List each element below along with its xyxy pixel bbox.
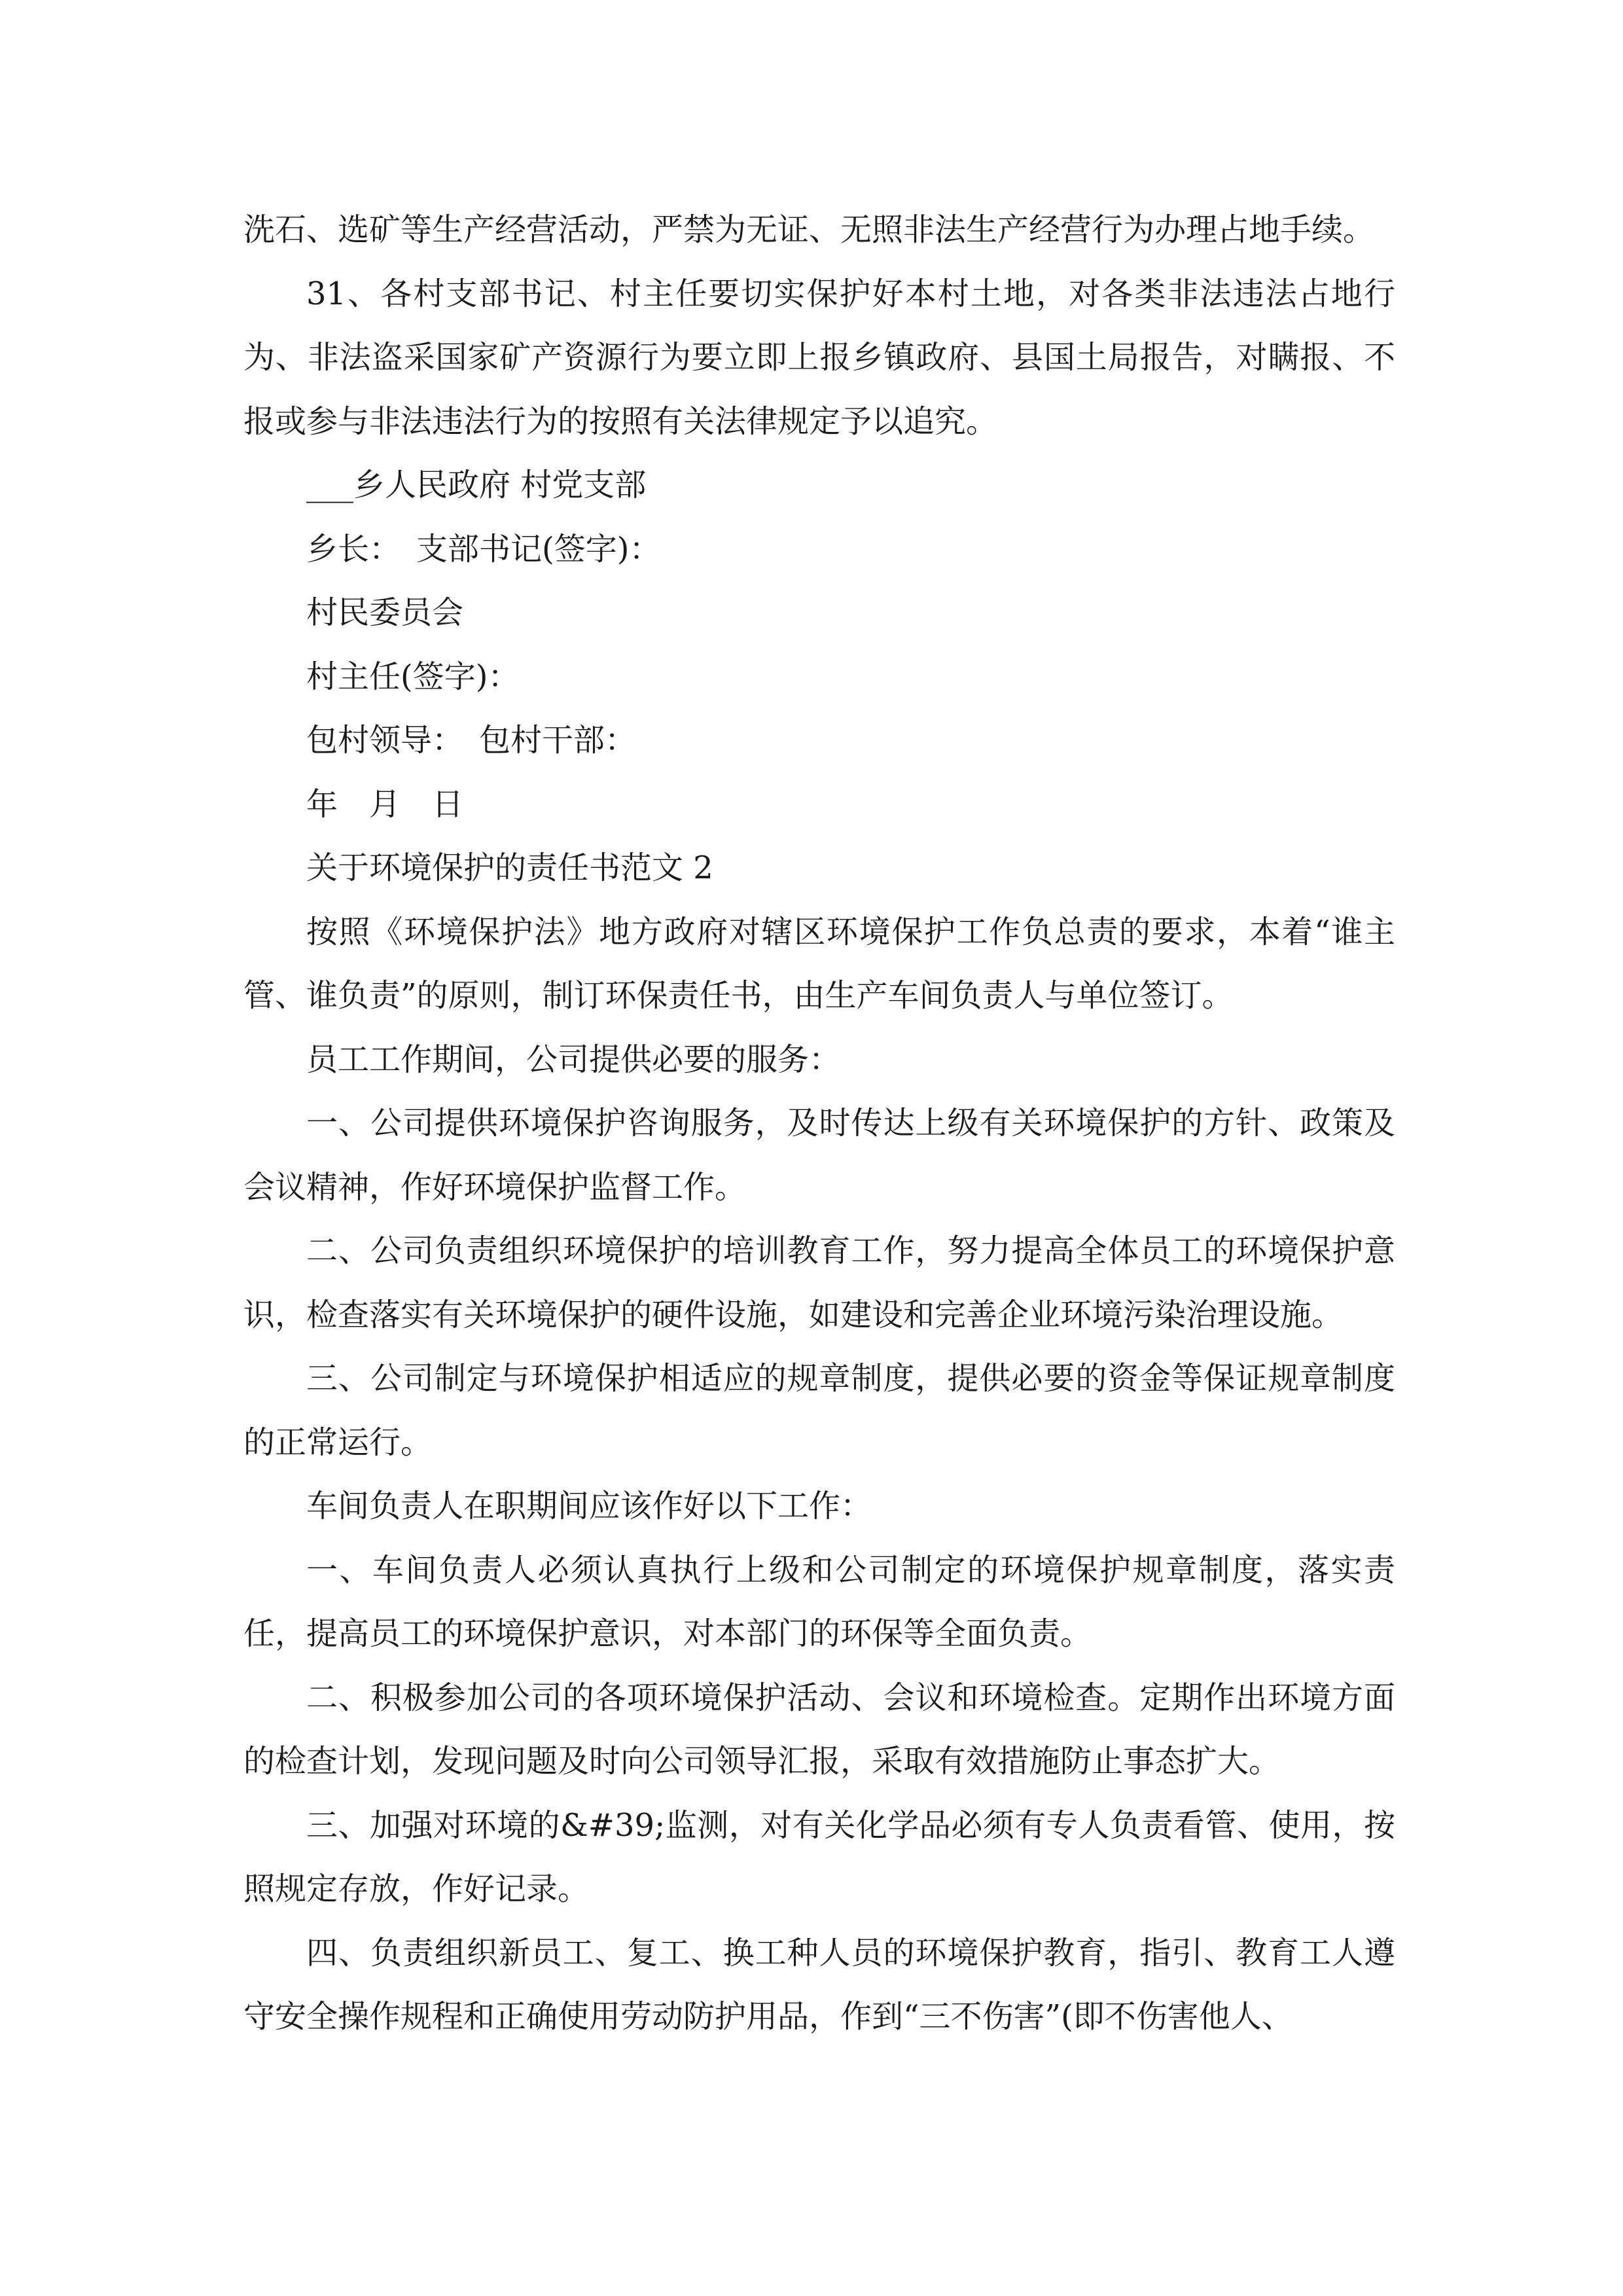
paragraph-intro: 按照《环境保护法》地方政府对辖区环境保护工作负总责的要求，本着“谁主管、谁负责”的原则，制订环保责任书，由生产车间负责人与单位签订。 bbox=[243, 913, 1395, 1014]
signatory-township-head-secretary: 乡长： 支部书记(签字)： bbox=[306, 530, 661, 567]
signatory-village-director: 村主任(签字)： bbox=[306, 658, 520, 695]
company-service-item: 一、公司提供环境保护咨询服务，及时传达上级有关环境保护的方针、政策及会议精神，作好环境保护监督工作。 bbox=[243, 1105, 1395, 1206]
workshop-duty-item: 三、加强对环境的&#39;监测，对有关化学品必须有专人负责看管、使用，按照规定存放，作好记录。 bbox=[243, 1806, 1395, 1907]
section-title-2: 关于环境保护的责任书范文 2 bbox=[306, 850, 713, 886]
company-service-item: 三、公司制定与环境保护相适应的规章制度，提供必要的资金等保证规章制度的正常运行。 bbox=[243, 1360, 1395, 1461]
workshop-duty-item: 四、负责组织新员工、复工、换工种人员的环境保护教育，指引、教育工人遵守安全操作规程和正确使用劳动防护用品，作到“三不伤害”(即不伤害他人、 bbox=[243, 1934, 1395, 2035]
signature-date: 年 月 日 bbox=[306, 785, 464, 823]
company-service-item: 二、公司负责组织环境保护的培训教育工作，努力提高全体员工的环境保护意识，检查落实有关环境保护的硬件设施，如建设和完善企业环境污染治理设施。 bbox=[243, 1232, 1395, 1333]
signatory-villagers-committee: 村民委员会 bbox=[306, 594, 464, 631]
paragraph-item-31: 31、各村支部书记、村主任要切实保护好本村土地，对各类非法违法占地行为、非法盗采国家矿产资源行为要立即上报乡镇政府、县国土局报告，对瞒报、不报或参与非法违法行为的按照有关法律规定予以追究。 bbox=[243, 275, 1395, 440]
workshop-duty-item: 二、积极参加公司的各项环境保护活动、会议和环境检查。定期作出环境方面的检查计划，发现问题及时向公司领导汇报，采取有效措施防止事态扩大。 bbox=[243, 1679, 1395, 1780]
company-services-heading: 员工工作期间，公司提供必要的服务： bbox=[306, 1041, 841, 1078]
workshop-duties-heading: 车间负责人在职期间应该作好以下工作： bbox=[306, 1488, 872, 1524]
signatory-township-government: ___乡人民政府 村党支部 bbox=[306, 467, 647, 503]
paragraph-continuation: 洗石、选矿等生产经营活动，严禁为无证、无照非法生产经营行为办理占地手续。 bbox=[243, 211, 1375, 248]
signatory-village-leaders: 包村领导： 包村干部： bbox=[306, 722, 637, 759]
document-body bbox=[243, 198, 1395, 2049]
workshop-duty-item: 一、车间负责人必须认真执行上级和公司制定的环境保护规章制度，落实责任，提高员工的环境保护意识，对本部门的环保等全面负责。 bbox=[243, 1551, 1395, 1652]
